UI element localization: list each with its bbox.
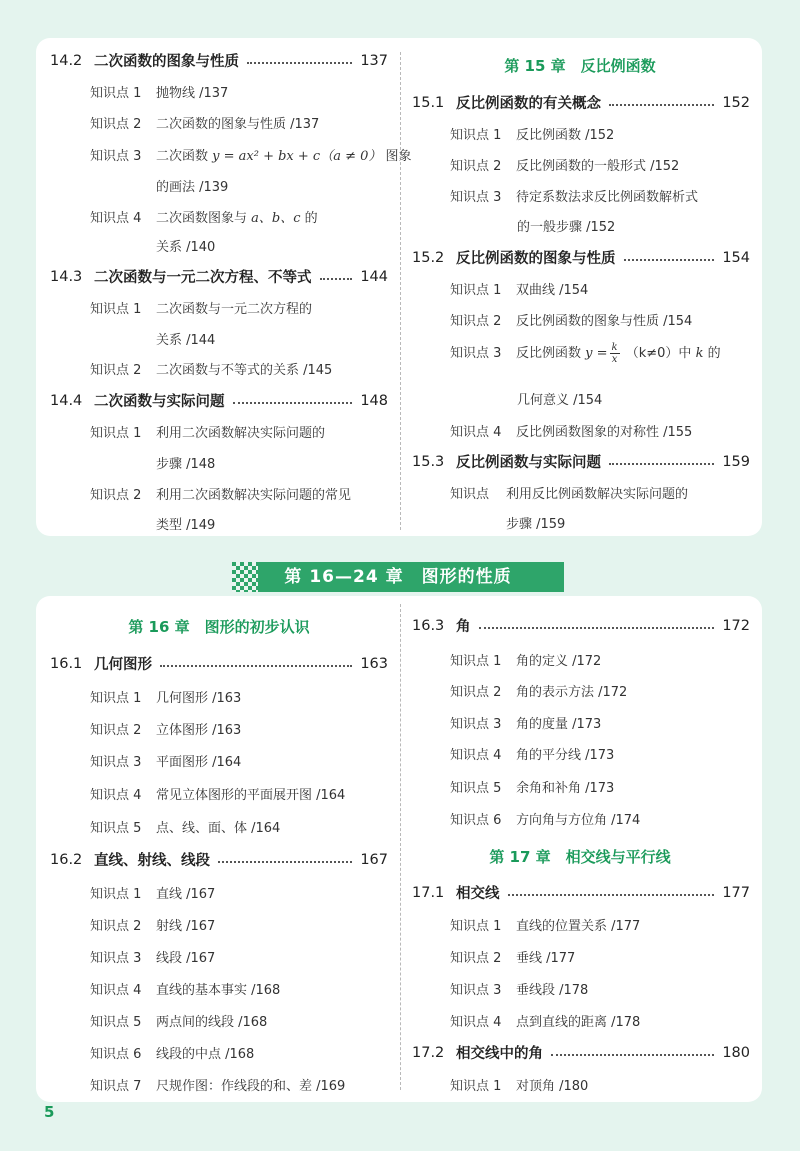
- kp-text: 二次函数: [156, 149, 209, 164]
- section-title: 二次函数的图象与性质: [94, 54, 239, 70]
- kp-text-continued: 几何意义 /154: [517, 393, 603, 408]
- leader-dots: [160, 665, 352, 667]
- column-divider-top: [400, 52, 401, 530]
- kp-text: 的: [707, 346, 721, 361]
- kp-text: 尺规作图：作线段的和、差 /169: [156, 1079, 346, 1094]
- section-title: 二次函数与一元二次方程、不等式: [94, 270, 312, 286]
- kp-text: 角的度量 /173: [516, 717, 602, 732]
- kp-label: 知识点 4: [450, 425, 502, 440]
- section-number: 16.2: [50, 851, 83, 868]
- kp-label: 知识点 2: [450, 314, 502, 329]
- kp-text: 利用二次函数解决实际问题的: [156, 426, 326, 441]
- kp-text: 点到直线的距离 /178: [516, 1015, 641, 1030]
- kp-label: 知识点 3: [450, 717, 502, 732]
- kp-text: 反比例函数的图象与性质 /154: [516, 314, 693, 329]
- kp-label: 知识点 2: [90, 919, 142, 934]
- section-page: 172: [722, 617, 750, 634]
- toc-section-16-2[interactable]: [50, 849, 388, 870]
- fraction-denominator: x: [611, 354, 618, 365]
- kp-text-continued: 的一般步骤 /152: [517, 220, 616, 235]
- kp-label: 知识点 5: [450, 781, 502, 796]
- column-divider-bottom: [400, 604, 401, 1090]
- knowledge-point[interactable]: [90, 484, 351, 503]
- kp-text: 方向角与方位角 /174: [516, 813, 641, 828]
- chapter-heading-17[interactable]: 第 17 章 相交线与平行线: [489, 848, 671, 866]
- knowledge-point[interactable]: [450, 915, 640, 934]
- toc-section-14-3[interactable]: [50, 266, 388, 287]
- knowledge-point[interactable]: [450, 186, 698, 205]
- quadratic-formula: y = ax² + bx + c（a ≠ 0）: [212, 149, 382, 164]
- knowledge-point[interactable]: [90, 784, 345, 803]
- knowledge-point[interactable]: [90, 422, 325, 441]
- kp-label: 知识点 5: [90, 1015, 142, 1030]
- kp-text: 反比例函数 /152: [516, 128, 615, 143]
- kp-text: 角的表示方法 /172: [516, 685, 628, 700]
- knowledge-point[interactable]: [90, 1011, 267, 1030]
- kp-text: 的: [304, 211, 318, 226]
- toc-section-16-1[interactable]: [50, 653, 388, 674]
- section-title: 相交线: [456, 886, 500, 902]
- section-title: 反比例函数与实际问题: [456, 455, 601, 471]
- chapter-heading-16[interactable]: 第 16 章 图形的初步认识: [128, 618, 310, 636]
- kp-text: 反比例函数: [516, 346, 582, 361]
- toc-section-14-4[interactable]: [50, 390, 388, 411]
- kp-text: 几何图形 /163: [156, 691, 242, 706]
- kp-label: 知识点 3: [450, 190, 502, 205]
- kp-text: 常见立体图形的平面展开图 /164: [156, 788, 346, 803]
- kp-text: 二次函数与一元二次方程的: [156, 302, 313, 317]
- kp-text: 二次函数图象与: [156, 211, 248, 226]
- knowledge-point[interactable]: [450, 1011, 640, 1030]
- knowledge-point[interactable]: [90, 751, 241, 770]
- section-page: 144: [360, 268, 388, 285]
- section-page: 167: [360, 851, 388, 868]
- kp-text: 平面图形 /164: [156, 755, 242, 770]
- knowledge-point[interactable]: [90, 817, 280, 836]
- chapter-heading-15[interactable]: 第 15 章 反比例函数: [504, 57, 656, 75]
- toc-section-17-1[interactable]: [412, 882, 750, 903]
- section-title: 角: [456, 619, 471, 635]
- kp-label: 知识点 1: [90, 86, 142, 101]
- kp-label: 知识点 3: [90, 951, 142, 966]
- knowledge-point[interactable]: [450, 947, 575, 966]
- toc-section-15-3[interactable]: [412, 451, 750, 472]
- math-vars: a、b、c: [251, 211, 301, 226]
- knowledge-point[interactable]: [450, 681, 627, 700]
- section-number: 17.1: [412, 884, 445, 901]
- leader-dots: [551, 1054, 714, 1056]
- kp-label: 知识点 1: [450, 1079, 502, 1094]
- kp-label: 知识点 1: [90, 887, 142, 902]
- knowledge-point[interactable]: [90, 719, 241, 738]
- section-number: 15.3: [412, 453, 445, 470]
- kp-text-continued: 关系 /144: [156, 333, 216, 348]
- kp-label: 知识点 4: [90, 983, 142, 998]
- section-page: 148: [360, 392, 388, 409]
- knowledge-point[interactable]: [90, 687, 241, 706]
- knowledge-point[interactable]: [90, 915, 215, 934]
- kp-text: 双曲线 /154: [516, 283, 589, 298]
- kp-label: 知识点 1: [450, 283, 502, 298]
- math-var: k: [695, 346, 704, 361]
- knowledge-point[interactable]: [90, 359, 332, 378]
- kp-text: 直线的基本事实 /168: [156, 983, 281, 998]
- kp-text: 角的平分线 /173: [516, 748, 615, 763]
- knowledge-point[interactable]: [450, 421, 692, 440]
- kp-label: 知识点 1: [450, 654, 502, 669]
- section-number: 16.3: [412, 617, 445, 634]
- kp-label: 知识点 7: [90, 1079, 142, 1094]
- kp-label: 知识点 2: [90, 488, 142, 503]
- kp-label: 知识点 2: [450, 159, 502, 174]
- knowledge-point[interactable]: [90, 883, 215, 902]
- kp-label: 知识点 2: [90, 363, 142, 378]
- kp-text: 抛物线 /137: [156, 86, 229, 101]
- kp-label: 知识点 4: [450, 748, 502, 763]
- page-number: 5: [44, 1103, 55, 1121]
- kp-text: 射线 /167: [156, 919, 216, 934]
- kp-label: 知识点 2: [90, 723, 142, 738]
- section-title: 二次函数与实际问题: [94, 394, 225, 410]
- section-number: 15.2: [412, 249, 445, 266]
- kp-text: 利用反比例函数解决实际问题的: [506, 487, 689, 502]
- kp-text: 直线 /167: [156, 887, 216, 902]
- section-page: 152: [722, 94, 750, 111]
- leader-dots: [247, 62, 352, 64]
- knowledge-point[interactable]: [90, 145, 412, 164]
- knowledge-point[interactable]: [450, 979, 588, 998]
- section-page: 177: [722, 884, 750, 901]
- kp-label: 知识点 5: [90, 821, 142, 836]
- kp-text: 点、线、面、体 /164: [156, 821, 281, 836]
- kp-text: （k≠0）中: [625, 346, 692, 361]
- kp-text: 垂线段 /178: [516, 983, 589, 998]
- math-y: y =: [585, 346, 608, 361]
- knowledge-point[interactable]: [90, 82, 228, 101]
- kp-text: 对顶角 /180: [516, 1079, 589, 1094]
- knowledge-point[interactable]: [90, 979, 280, 998]
- kp-label: 知识点 4: [90, 788, 142, 803]
- section-title: 相交线中的角: [456, 1046, 543, 1062]
- kp-label: 知识点 1: [90, 691, 142, 706]
- knowledge-point[interactable]: [90, 298, 312, 317]
- leader-dots: [609, 104, 714, 106]
- section-page: 154: [722, 249, 750, 266]
- section-title: 几何图形: [94, 657, 152, 673]
- kp-label: 知识点 6: [90, 1047, 142, 1062]
- knowledge-point[interactable]: [450, 342, 721, 365]
- knowledge-point[interactable]: [450, 124, 614, 143]
- kp-text: 利用二次函数解决实际问题的常见: [156, 488, 352, 503]
- knowledge-point[interactable]: [450, 777, 614, 796]
- kp-label: 知识点 4: [450, 1015, 502, 1030]
- kp-text-continued: 步骤 /159: [506, 517, 566, 532]
- knowledge-point[interactable]: [450, 279, 588, 298]
- knowledge-point[interactable]: [450, 310, 692, 329]
- kp-text-continued: 类型 /149: [156, 518, 216, 533]
- knowledge-point[interactable]: [450, 155, 679, 174]
- leader-dots: [218, 861, 352, 863]
- kp-text: 直线的位置关系 /177: [516, 919, 641, 934]
- knowledge-point[interactable]: [450, 483, 688, 502]
- knowledge-point[interactable]: [450, 1075, 588, 1094]
- knowledge-point[interactable]: [450, 650, 601, 669]
- section-page: 180: [722, 1044, 750, 1061]
- kp-text: 待定系数法求反比例函数解析式: [516, 190, 699, 205]
- kp-label: 知识点 3: [90, 149, 142, 164]
- part-banner-title: 第 16—24 章 图形的性质: [284, 567, 512, 587]
- kp-text: 余角和补角 /173: [516, 781, 615, 796]
- toc-section-17-2[interactable]: [412, 1042, 750, 1063]
- section-title: 反比例函数的图象与性质: [456, 251, 616, 267]
- leader-dots: [508, 894, 715, 896]
- kp-text: 反比例函数的一般形式 /152: [516, 159, 680, 174]
- section-number: 17.2: [412, 1044, 445, 1061]
- leader-dots: [624, 259, 715, 261]
- kp-text-continued: 步骤 /148: [156, 457, 216, 472]
- section-number: 14.3: [50, 268, 83, 285]
- kp-label: 知识点 6: [450, 813, 502, 828]
- kp-label: 知识点 1: [90, 302, 142, 317]
- knowledge-point[interactable]: [90, 207, 318, 226]
- kp-text-continued: 关系 /140: [156, 240, 216, 255]
- toc-section-16-3[interactable]: [412, 615, 750, 636]
- leader-dots: [609, 463, 714, 465]
- toc-section-14-2[interactable]: [50, 50, 388, 71]
- section-number: 14.2: [50, 52, 83, 69]
- kp-text: 角的定义 /172: [516, 654, 602, 669]
- kp-label: 知识点 2: [450, 685, 502, 700]
- section-title: 反比例函数的有关概念: [456, 96, 601, 112]
- kp-text: 线段 /167: [156, 951, 216, 966]
- section-page: 159: [722, 453, 750, 470]
- section-number: 14.4: [50, 392, 83, 409]
- knowledge-point[interactable]: [450, 809, 640, 828]
- section-number: 16.1: [50, 655, 83, 672]
- toc-section-15-1[interactable]: [412, 92, 750, 113]
- kp-label: 知识点 1: [450, 128, 502, 143]
- kp-text: 反比例函数图象的对称性 /155: [516, 425, 693, 440]
- knowledge-point[interactable]: [90, 947, 215, 966]
- kp-text: 图象: [385, 149, 412, 164]
- fraction-k-over-x: [610, 342, 620, 365]
- kp-text: 二次函数与不等式的关系 /145: [156, 363, 333, 378]
- kp-label: 知识点 3: [450, 983, 502, 998]
- kp-text: 立体图形 /163: [156, 723, 242, 738]
- section-page: 137: [360, 52, 388, 69]
- leader-dots: [233, 402, 353, 404]
- knowledge-point[interactable]: [90, 113, 319, 132]
- knowledge-point[interactable]: [90, 1075, 345, 1094]
- kp-label: 知识点 2: [90, 117, 142, 132]
- section-title: 直线、射线、线段: [94, 853, 210, 869]
- knowledge-point[interactable]: [90, 1043, 254, 1062]
- kp-label: 知识点 4: [90, 211, 142, 226]
- fraction-numerator: k: [611, 342, 618, 353]
- section-number: 15.1: [412, 94, 445, 111]
- leader-dots: [320, 278, 353, 280]
- kp-label: 知识点 3: [450, 346, 502, 361]
- kp-text: 垂线 /177: [516, 951, 576, 966]
- section-page: 163: [360, 655, 388, 672]
- part-banner: [232, 562, 564, 592]
- kp-label: 知识点: [450, 487, 490, 502]
- kp-label: 知识点 3: [90, 755, 142, 770]
- leader-dots: [479, 627, 715, 629]
- knowledge-point[interactable]: [450, 744, 614, 763]
- kp-text: 两点间的线段 /168: [156, 1015, 268, 1030]
- kp-label: 知识点 2: [450, 951, 502, 966]
- kp-label: 知识点 1: [450, 919, 502, 934]
- kp-text: 线段的中点 /168: [156, 1047, 255, 1062]
- toc-section-15-2[interactable]: [412, 247, 750, 268]
- kp-text-continued: 的画法 /139: [156, 180, 229, 195]
- kp-text: 二次函数的图象与性质 /137: [156, 117, 320, 132]
- kp-label: 知识点 1: [90, 426, 142, 441]
- knowledge-point[interactable]: [450, 713, 601, 732]
